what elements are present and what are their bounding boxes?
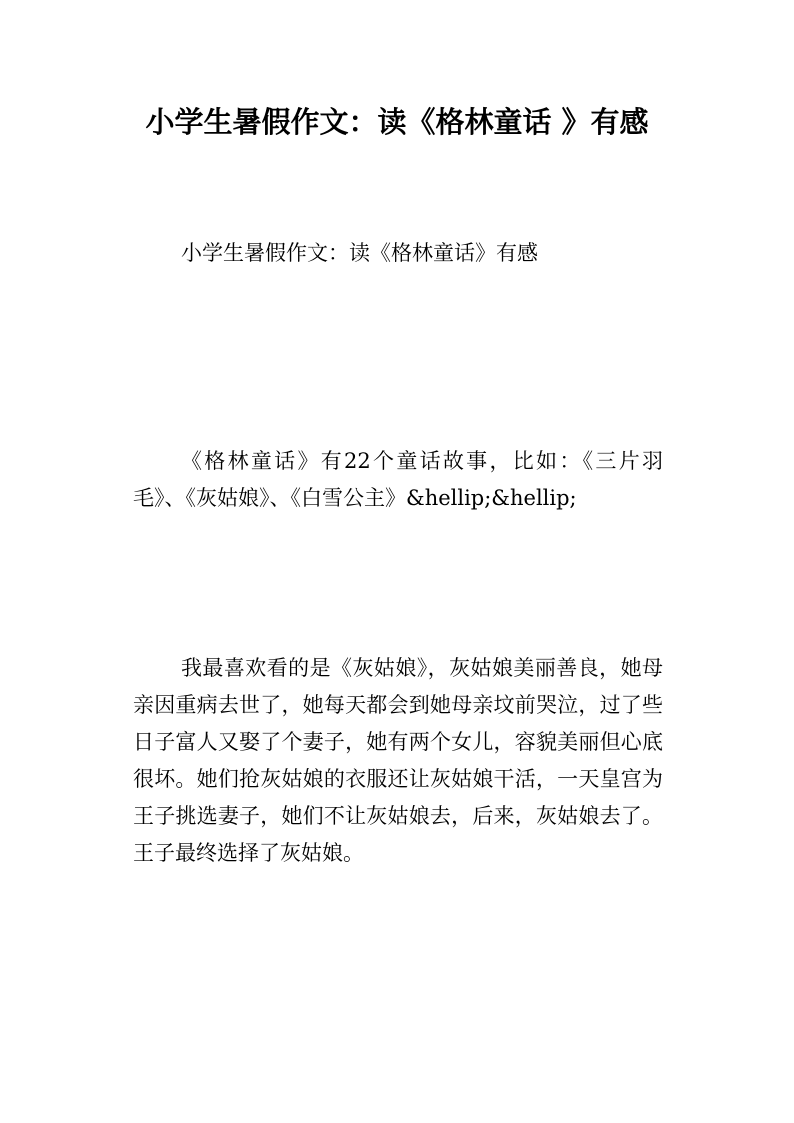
paragraph-intro: 《格林童话》有22个童话故事，比如：《三片羽毛》、《灰姑娘》、《白雪公主》&hellip;&hellip; [133, 449, 663, 510]
paragraph-story: 我最喜欢看的是《灰姑娘》，灰姑娘美丽善良，她母亲因重病去世了，她每天都会到她母亲坟前哭泣，过了些日子富人又娶了个妻子，她有两个女儿，容貌美丽但心底很坏。她们抢灰姑娘的衣服还让灰姑娘干活，一天皇宫为王子挑选妻子，她们不让灰姑娘去，后来，灰姑娘去了。王子最终选择了灰姑娘。 [133, 656, 663, 865]
document-title: 小学生暑假作文：读《格林童话 》有感 [145, 105, 649, 139]
document-subtitle: 小学生暑假作文：读《格林童话》有感 [181, 241, 538, 265]
